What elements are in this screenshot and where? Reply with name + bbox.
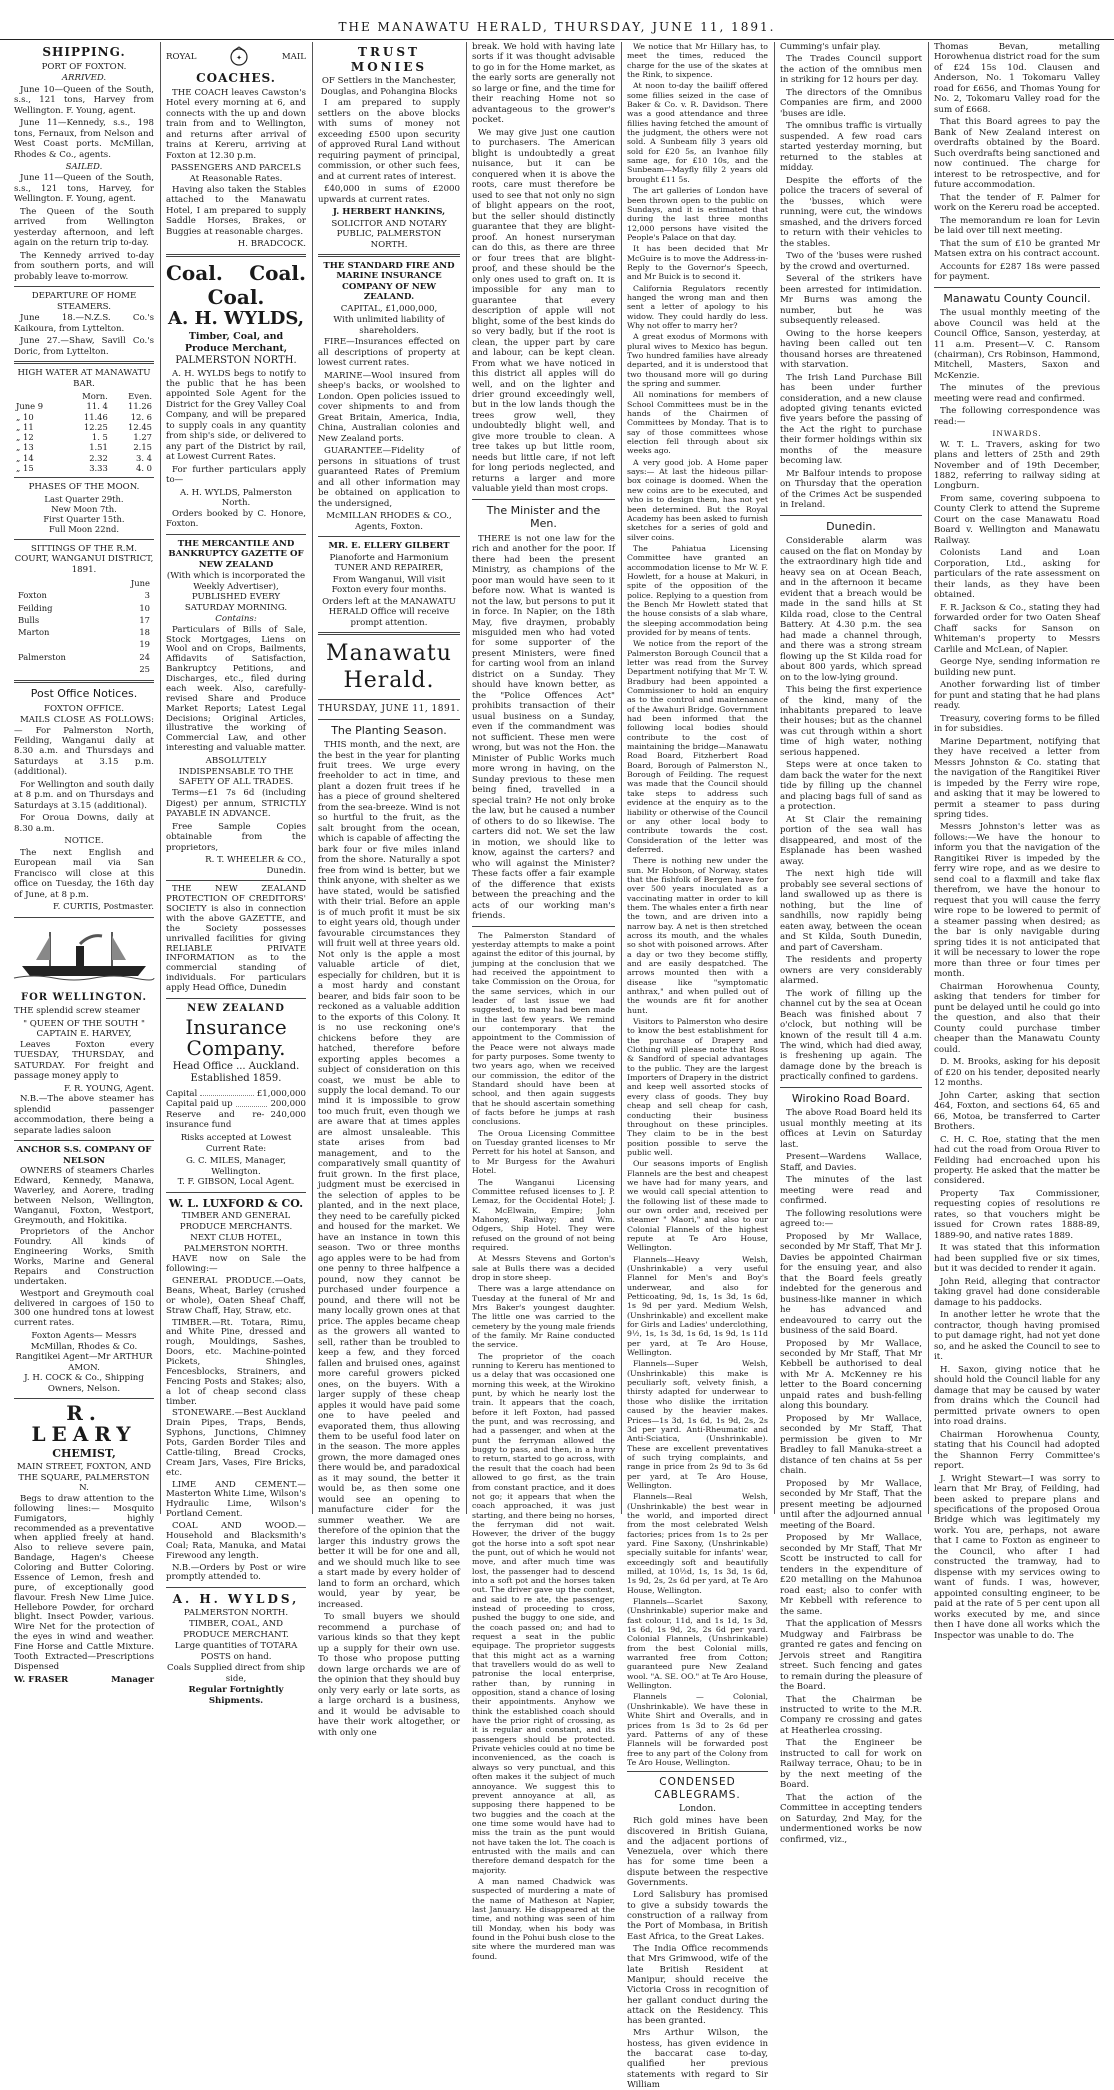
tide-heading: HIGH WATER AT MANAWATU BAR. <box>17 368 151 389</box>
wylds-signature: A. H. WYLDS, Palmerston North. <box>180 487 292 509</box>
article-paragraph: At St Clair the remaining portion of the sea wall has disappeared, and most of the Esplanade has been washed away. <box>780 814 922 867</box>
news-paragraph: The Oroua Licensing Committee on Tuesday granted licenses to Mr Perrett for his hotel at Sanson, and to Mr Burgess for the Awahuri Hotel. <box>472 1128 615 1176</box>
notice-text: The next English and European mail via San Francisco will close at this office on Tuesday, the 16th day of June, at 8 p.m. <box>14 847 154 900</box>
cable-paragraph: Mrs Arthur Wilson, the hostess, has given evidence in the baccarat case to-day, qualified her previous statements with regard to Sir William <box>627 2028 768 2090</box>
coaches-heading: COACHES. <box>196 71 276 85</box>
news-paragraph: Visitors to Palmerston who desire to know the best establishment for the purchase of Drapery and Clothing will please note that Ross & Sandford of special advantages to the public. They are the largest Importers of Drapery in the district and keep well assorted stocks of every class of goods. They buy cheap and sell cheap for cash, conducting their business throughout on these principles. They claim to be in the best position possible to serve the public well. <box>627 1017 768 1157</box>
shipping-entry: June 11—Kennedy, s.s., 198 tons, Fernaux, from Nelson and West Coast ports. McMillan, Rhodes & Co., agents. <box>14 118 154 160</box>
news-paragraph: There was a large attendance on Tuesday at the funeral of Mr and Mrs Baker's youngest daughter. The little one was carried to the cemetery by the young male friends of the family. Mr Raine conducted the service. <box>472 1284 615 1350</box>
leary-footer-name: W. FRASER <box>14 1674 69 1685</box>
article-paragraph: In another letter he wrote that the contractor, though having promised to put damage right, had not yet done so, and he asked the Council to see to it. <box>934 1310 1100 1363</box>
sittings-heading: SITTINGS OF THE R.M. COURT, WANGANUI DISTRICT, 1891. <box>14 543 154 575</box>
sailed-heading: SAILED. <box>65 161 103 172</box>
divider <box>14 917 154 918</box>
coal-headline <box>166 261 306 285</box>
gazette-terms: Terms—£1 7s 6d (including Digest) per annum, STRICTLY PAYABLE IN ADVANCE. <box>166 788 306 820</box>
luxford-text: HAVE now on Sale the following:— <box>166 1254 306 1275</box>
hankins-sub: SOLICITOR AND NOTARY PUBLIC, PALMERSTON NORTH. <box>331 218 447 250</box>
divider <box>14 1398 154 1399</box>
divider <box>14 477 154 478</box>
luxford-heading: W. L. LUXFORD & CO. <box>168 1196 304 1210</box>
divider <box>166 1192 306 1193</box>
news-paragraph: Our seasons imports of English Flannels are the best and cheapest we have had for many years, and we would call special attention to the following list of these made to our own order and, received per steamer " Maori," and also to our Colonial Flannels of the highest repute at Te Aro House, Wellington. <box>627 1159 768 1253</box>
dateline: THURSDAY, JUNE 11, 1891. <box>318 703 460 714</box>
article-paragraph: It was stated that this information had been supplied five or six times, but it was decided to render it again. <box>934 1243 1100 1275</box>
sittings-row: 19 <box>139 639 150 650</box>
shipping-title: SHIPPING. <box>42 45 126 59</box>
article-paragraph: From same, covering subpoena to County Clerk to attend the Supreme Court on the case Manawatu Road Board v. Wellington and Manawatu Railway. <box>934 493 1100 546</box>
column-4 <box>472 42 615 1961</box>
article-paragraph: Proposed by Mr Wallace, seconded by Mr Staff, That Mr Kebbell be authorised to deal with Mr A. McKenney re his letter to the Board concerning unpaid rates and bush-felling along this boundary. <box>780 1338 922 1412</box>
standard-text: MARINE—Wool insured from sheep's backs, or woolshed to London. Open policies issued to cover shipments to and from Great Britain, America, India, China, Australian colonies and New Zealand ports. <box>318 370 460 444</box>
divider <box>166 534 306 535</box>
news-paragraph: The Palmerston Standard of yesterday attempts to make a point against the editor of this journal, by jumping at the conclusion that we had received the appointment to take Commission on the Oroua, for the same services, which in our leader of last issue we had suggested, to many had been made in the last few years. We remind our contemporary that the appointment to the Commission of the Peace were not always made for party purposes. Some twenty to two years ago, when we received our commission, the editor of the Standard should have been at school, and then again suggests that he should ascertain something of facts before he jumps at rash conclusions. <box>472 930 615 1127</box>
leary-name: R. LEARY <box>31 1401 137 1447</box>
luxford-text: LIME AND CEMENT.—Masterton White Lime, Wilson's Hydraulic Lime, Wilson's Portland Cement. <box>166 1479 306 1520</box>
insurance-row: Capital £1,000,000 <box>166 1088 306 1099</box>
divider <box>14 361 154 364</box>
news-paragraph: Flannels — Colonial, (Unshrinkable). We have these in White Shirt and Overalls, and in prices from 1s 3d to 2s 6d per yard. Patterns of any of these Flannels will be forwarded post free to any part of the Colony from Te Aro House, Wellington. <box>627 1692 768 1767</box>
luxford-text: TIMBER.—Rt. Totara, Rimu, and White Pine, dressed and rough, Mouldings, Sashes, Doors, etc. Machine-pointed Pickets, Shingles, Fencesblocks, Strainers, and Fencing Posts and Stakes; also, a lot of cheap second class timber. <box>166 1317 306 1407</box>
news-paragraph: The Wanganui Licensing Committee refused licenses to J. P. Lemaz, for the Occidental Hotel; J. K. McElwain, Empire; John Mahoney, Railway; and Wm. Odgers, Ship Hotel. They were refused on the ground of not being required. <box>472 1177 615 1252</box>
article-paragraph: The next high tide will probably see several sections of land swallowed up as there is nothing, but the line of sandhills, now rapidly being eaten away, between the ocean and St Kilda, South Dunedin, and part of Caversham. <box>780 869 922 953</box>
mail-label: MAIL <box>281 51 306 62</box>
column-6 <box>780 42 923 1845</box>
wylds-text: A. H. WYLDS begs to notify to the public that he has been appointed Sole Agent for the District for the Grey Valley Coal Company, and will be prepared to supply coals in any quantity from ship's side, or delivered to any part of the District by rail, at Lowest Current Rates. <box>166 368 306 463</box>
column-rule <box>928 42 929 1514</box>
news-paragraph: The proprietor of the coach running to Kereru has mentioned to us a delay that was occasioned one morning this week, at the Wirokino punt, by which he nearly lost the train. It appears that the coach, before it left Foxton, had passed the punt, and was recrossing, and had a passenger, and when at the punt the ferryman allowed the buggy to pass, and then, in a hurry to return, started to go across, with the result that the coach had been allowed to go first, as the train from constant practice, and it does not go; it appears that when the coach approached, it was just starting, and there being no horses, the ferryman did not wait. However, the driver of the buggy got the horse into a soft spot near the punt, out of which he would not move, and after much time was lost, the passenger had to descend into a soft pot and the horses taken out. The driver gave up the contest, and said to re ate, the passenger, instead of proceeding to cross, pushed the buggy to one side, and the coach passed on; and had to request a seat in the public equipage. The proprietor suggests that this might act as a warning that travellers would do as well to patronise the local enterprise, rather than, by running in opposition, stand a chance of losing their appointments. Anyhow we think the established coach should have the prior right of crossing, as it is regular and constant, and its passengers should be protected. Private vehicles could at no time be inconvenienced, as the coach is always so very punctual, and this often makes it the subject of much annoyance. We suggest this to prevent annoyance at all, as supposing there happened to be two buggies and the coach at the one time some would have had to miss the train as the punt would not have taken the lot. The coach is entrusted with the mails and can therefore demand despatch for the majority. <box>472 1351 615 1875</box>
news-paragraph: The art galleries of London have been thrown open to the public on Sundays, and it is estimated that during the last three months 12,000 persons have visited the People's Palace on that day. <box>627 186 768 242</box>
wellington-captain: CAPTAIN E. HARVEY, <box>36 1029 132 1040</box>
wellington-text: Leaves Foxton every TUESDAY, THURSDAY, and SATURDAY. For freight and passage money apply to <box>14 1039 154 1082</box>
article-paragraph: J. Wright Stewart—I was sorry to learn that Mr Bray, of Feilding, had been asked to prepare plans and specifications of the proposed Oroua Bridge which was legitimately my work. You are, perhaps, not aware that I came to Foxton as engineer to the Council, who after I had constructed the tramway, had to dispense with my services owing to want of funds. I was, however, appointed consulting engineer, to be paid at the rate of 5 per cent upon all works executed by me, and since then I have done all works which the Inspector was unable to do. The <box>934 1473 1100 1641</box>
insurance-office: Head Office ... Auckland. Established 1859. <box>172 1061 300 1085</box>
gilbert-heading: MR. E. ELLERY GILBERT <box>328 541 450 552</box>
departure-heading: DEPARTURE OF HOME STEAMERS. <box>31 291 137 312</box>
wylds-town-2: PALMERSTON NORTH. <box>183 1607 289 1618</box>
divider <box>780 1087 922 1088</box>
news-paragraph: Flannels—Scarlet Saxony, (Unshrinkable) superior make and fast colour, 11d, and 1s 1d, 1s 3d, 1s 6d, 1s 9d, 2s, 2s 6d per yard. Colonial Flannels, (Unshrinkable) from the best Colonial mills, warranted free from Cotton; guaranteed pure New Zealand wool. "A. SE. OO." at Te Aro House, Wellington. <box>627 1597 768 1691</box>
article-paragraph: Present—Wardens Wallace, Staff, and Davies. <box>780 1152 922 1173</box>
news-paragraph: Flannels—Real Welsh, (Unshrinkable) the best wear in the world, and imported direct from the most celebrated Welsh factories; prices from 1s to 2s per yard. Fine Saxony, (Unshrinkable) specially suitable for infants' wear, exceedingly soft and beautifully milled, at 10½d, 1s, 1s 3d, 1s 6d, 1s 9d, 2s, 2s 6d per yard, at Te Aro House, Wellington. <box>627 1492 768 1595</box>
divider <box>780 515 922 516</box>
standard-heading: THE STANDARD FIRE AND MARINE INSURANCE COMPANY OF NEW ZEALAND. <box>323 261 455 303</box>
cable-paragraph: The omnibus traffic is virtually suspended. A few road cars started yesterday morning, but returned to the stables at midday. <box>780 121 922 174</box>
divider <box>318 699 460 700</box>
standard-sub: With unlimited liability of shareholders. <box>333 315 445 336</box>
article-paragraph: Marine Department, notifying that they have received a letter from Messrs Johnston & Co. stating that the navigation of the Rangitikei River is impeded by the Ferry wire rope, and asking that it may be lowered to permit a steamer to pass during spring tides. <box>934 736 1100 820</box>
sittings-row: Feilding 10 <box>18 602 150 613</box>
article-paragraph: Colonists Land and Loan Corporation, Ltd., asking for particulars of the rate assessment on their lands, as they have been obtained. <box>934 548 1100 601</box>
tide-row: June 9 11. 4 11.26 <box>16 401 152 412</box>
anchor-agents: Foxton Agents— Messrs McMillan, Rhodes & Co. <box>30 1331 138 1352</box>
divider <box>14 680 154 683</box>
moon-phase: First Quarter 15th. <box>43 514 125 525</box>
luxford-address: NEXT CLUB HOTEL, PALMERSTON NORTH. <box>183 1233 289 1254</box>
divider <box>14 539 154 540</box>
article-paragraph: break. We hold with having late sorts if it was thought advisable to go in for the Home market, as the early sorts are generally not so large or fine, and the time for their reaching Home not so advantageous to the grower's pocket. <box>472 42 615 126</box>
news-paragraph: Flannels—Heavy Welsh, (Unshrinkable) a very useful Flannel for Men's and Boy's underwear, and also for Petticoating, 9d, 1s, 1s 3d, 1s 6d, 1s 9d per yard. Medium Welsh, (Unshrinkable) and excellent make for Girls and Ladies' underclothing, 9½, 1s, 1s 3d, 1s 6d, 1s 9d, 1s 11d per yard, at Te Aro House, Wellington. <box>627 1254 768 1358</box>
news-paragraph: At noon to-day the bailiff offered some fillies seized in the case of Baker & Co. v. R. Davidson. There was a good attendance and three fillies having fetched the amount of the judgment, the others were not sold. A Sunbeam filly 3 years old sold for £20 5s, an Ivanhoe filly same age, for £10 10s, and the Sunbeam—Mayfly filly 2 years old brought £11 5s. <box>627 81 768 184</box>
hankins-name: J. HERBERT HANKINS, <box>332 207 446 218</box>
article-paragraph: Accounts for £287 18s were passed for payment. <box>934 261 1100 283</box>
gazette-contains: Contains: <box>215 614 257 625</box>
column-rule <box>774 42 775 1514</box>
news-paragraph: It has been decided that Mr McGuire is to move the Address-in-Reply to the Governor's Speech, and Mr Buick is to second it. <box>627 244 768 282</box>
article-paragraph: Proposed by Mr Wallace, seconded by Mr Staff, That Mr J. Davies be appointed Chairman for the ensuing year, and also that the Board feels greatly indebted for the generous and business-like manner in which he has advanced and endeavoured to carry out the business of the said Board. <box>780 1231 923 1337</box>
gazette-text: ABSOLUTELY INDISPENSABLE TO THE SAFETY OF ALL TRADES. <box>178 756 294 787</box>
divider <box>14 1140 154 1141</box>
luxford-sub: TIMBER AND GENERAL PRODUCE MERCHANTS. <box>179 1211 293 1232</box>
news-paragraph: A great exodus of Mormons with plural wives to Mexico has begun. Two hundred families have already departed, and it is understood that two thousand more will go during the spring and summer. <box>627 332 768 389</box>
post-office-heading: Post Office Notices. <box>30 687 138 701</box>
trust-sub: OF Settlers in the Manchester, Douglas, and Pohangina Blocks <box>320 76 458 97</box>
shipping-note: The Queen of the South arrived from Wellington yesterday afternoon, and left again on the return trip to-day. <box>14 206 154 249</box>
news-paragraph: At Messrs Stevens and Gorton's sale at Bulls there was a decided drop in store sheep. <box>472 1254 615 1282</box>
luxford-text: STONEWARE.—Best Auckland Drain Pipes, Traps, Bends, Syphons, Junctions, Chimney Pots, Garden Border Tiles and Cattle-tiling, Bread Crocks, Cream Jars, Vases, Fire Bricks, etc. <box>166 1408 306 1478</box>
insurance-heading: NEW ZEALAND <box>187 1002 285 1014</box>
cable-paragraph: Owing to the horse keepers having been called out ten thousand horses are threatened with starvation. <box>780 328 922 371</box>
anchor-text: Proprietors of the Anchor Foundry. All kinds of Engineering Works, Smith Works, Marine and General Repairs and Construction undertaken. <box>14 1227 154 1287</box>
insurance-signature: G. C. MILES, Manager, Wellington. <box>185 1156 287 1177</box>
departure-entry: June 27.—Shaw, Savill Co.'s Doric, from Lyttelton. <box>14 336 154 357</box>
column-7 <box>934 42 1100 1641</box>
article-paragraph: John Reid, alleging that contractor taking gravel had done considerable damage to his paddocks. <box>934 1276 1100 1308</box>
county-heading: Manawatu County Council. <box>943 291 1091 305</box>
gilbert-text: Orders left at the MANAWATU HERALD Office will receive prompt attention. <box>322 596 456 628</box>
gilbert-text: From Wanganui, Will visit Foxton every four months. <box>331 574 447 596</box>
article-paragraph: To small buyers we should recommend a purchase of various kinds so that they kept up a supply for their own use. To those who propose putting down large orchards we are of the opinion that they should buy only very early or late sorts, as a large orchard is a business, and it would be advisable to have their work altogether, or with only one <box>318 1612 460 1738</box>
planting-heading: The Planting Season. <box>331 723 447 737</box>
divider <box>934 287 1100 288</box>
article-paragraph: We may give just one caution to purchasers. The American blight is undoubtedly a great nuisance, but it can be conquered when it is above the roots, care must therefore be used to see that not only no sign of blight appears on the root, but the seller should distinctly guarantee that they are blight-proof. An honest nurseryman can do this, as there are three or four trees that are blight-proof, and these should be the only ones used to graft on. It is impossible for any man to guarantee that every description of apple will not blight, some of the best kinds do so very badly, but if the root is clean, the upper part by care and labour, can be kept clean. From what we have noticed in this district all apples will do well, and on the lighter and drier ground exceedingly well, but in the low lands though the trees grow well, they undoubtedly blight well, and give more trouble to clean. A tree takes up but little room, needs but little care, if not left for long periods neglected, and returns a larger and more valuable yield than most crops. <box>472 127 615 495</box>
coal-word: Coal. <box>166 260 223 285</box>
trust-heading: TRUST MONIES <box>350 45 428 74</box>
wylds-text-2: Coals Supplied direct from ship side, <box>167 1663 305 1684</box>
luxford-text: N.B.—Orders by Post or wire promptly attended to. <box>166 1562 306 1583</box>
post-notice: For Oroua Downs, daily at 8.30 a.m. <box>14 813 154 834</box>
departure-entry: June 18.—N.Z.S. Co.'s Kaikoura, from Lyttelton. <box>14 313 154 334</box>
post-notice: MAILS CLOSE AS FOLLOWS:— For Palmerston North, Feilding, Wanganui daily at 8.30 a.m. and Thursdays and Saturdays at 3.15 p.m. (additional). <box>14 715 154 778</box>
cable-paragraph: The Irish Land Purchase Bill has been under further consideration, and a new clause adopted giving tenants evicted five years before the passing of the Act the right to purchase their former holdings within six months of the measure becoming law. <box>780 372 922 467</box>
sittings-row: 25 <box>139 663 150 674</box>
gilbert-text: Pianoforte and Harmonium TUNER AND REPAIRER, <box>329 552 449 574</box>
anchor-agent: Rangitikei Agent—Mr ARTHUR AMON. <box>15 1352 153 1373</box>
coal-word: Coal. <box>207 285 265 310</box>
wellington-agent: F. R. YOUNG, Agent. <box>63 1083 154 1094</box>
article-paragraph: That the Engineer be instructed to call for work on Railway terrace, Ohau; to be in by the next meeting of the Board. <box>780 1738 922 1791</box>
insurance-signature: T. F. GIBSON, Local Agent. <box>177 1177 295 1188</box>
wellington-text: THE splendid screw steamer <box>14 1006 140 1017</box>
wylds-trade-2: TIMBER, COAL, AND PRODUCE MERCHANT. <box>183 1619 289 1640</box>
article-paragraph: Property Tax Commissioner, requesting copies of resolutions re rates, so that vouchers might be issued for Crown rates 1888-89, 1889-90, and native rates 1889. <box>934 1188 1100 1241</box>
article-paragraph: The above Road Board held its usual monthly meeting at its offices at Levin on Saturday last. <box>780 1108 922 1150</box>
news-paragraph: The Pahiatua Licensing Committee have granted an accommodation license to Mr W. F. Howlett, for a house at Makuri, in spite of the opposition of the police. Replying to a question from the Bench Mr Howlett stated that the house consists of a slab whare, the sleeping accommodation being provided for by means of tents. <box>627 543 768 637</box>
parcels-line: PASSENGERS AND PARCELS At Reasonable Rates. <box>170 163 302 184</box>
coach-signature: H. BRADCOCK. <box>237 239 306 250</box>
anchor-signature: J. H. COCK & Co., Shipping Owners, Nelson. <box>24 1373 144 1394</box>
divider <box>166 880 306 881</box>
cablegrams-heading: CONDENSED CABLEGRAMS. <box>654 1776 741 1801</box>
news-paragraph: We notice from the report of the Palmerston Borough Council that a letter was read from the Survey Department notifying that Mr T. W. Bradbury had been appointed a Commissioner to hold an enquiry as to the control and maintenance of the Awahuri Bridge. Government had been informed that the following local bodies should contribute to the cost of maintaining the bridge—Manawatu Road Board, Fitzherbert Road Board, Borough of Palmerston N., Borough of Feilding. The request was made that the Council should take steps to address such evidence at the enquiry as to the liability or otherwise of the Council or any other local body to contribute towards the cost. Consideration of the letter was deferred. <box>627 639 769 854</box>
tide-row: „ 11 12.25 12.45 <box>16 421 152 432</box>
royal-label: ROYAL <box>166 51 197 62</box>
article-paragraph: The memorandum re loan for Levin be laid over till next meeting. <box>934 215 1100 237</box>
gazette-text: Free Sample Copies obtainable from the proprietors, <box>166 821 306 853</box>
article-paragraph: Proposed by Mr Wallace, seconded by Mr Staff, That permission be given to Mr Bradley to fall Manuka-street a distance of ten chains at 5s per chain. <box>780 1413 922 1477</box>
insurance-row: Reserve and re-insurance fund 240,000 <box>166 1109 306 1130</box>
article-paragraph: Considerable alarm was caused on the flat on Monday by the extraordinary high tide and heavy sea on at Ocean Beach, and in the afternoon it became evident that a breach would be made in the sand hills at St Kilda road, close to the Central Battery. At 4.30 p.m. the sea had made a channel through, and there was a strong stream flowing up the St Kilda road for about 800 yards, which spread on to the low-lying ground. <box>780 536 923 683</box>
anchor-heading: ANCHOR S.S. COMPANY OF NELSON <box>16 1145 152 1166</box>
news-paragraph: All nominations for members of School Committees must be in the hands of the Chairmen of Committees by Monday. That is to say of those committees whose election fell through about six weeks ago. <box>627 390 768 456</box>
divider <box>166 998 306 999</box>
insurance-row: Capital paid up 200,000 <box>166 1099 306 1110</box>
cable-paragraph: Despite the efforts of the police the tracers of several of the 'busses, which were running, were cut, the windows smashed, and the drivers forced to return with their vehicles to the stables. <box>780 175 922 249</box>
notice-signature: F. CURTIS, Postmaster. <box>53 902 154 913</box>
article-paragraph: The usual monthly meeting of the above Council was held at the Council Office, Sanson, yesterday, at 11 a.m. Present—V. C. Ransom (chairman), Crs Robinson, Hammond, Mitchell, Masters, Saxon and McKenzie. <box>934 308 1100 381</box>
divider <box>472 499 615 500</box>
wylds-footer-2: Regular Fortnightly Shipments. <box>188 1685 284 1706</box>
trust-text: I am prepared to supply settlers on the above blocks with sums of money not exceeding £500 upon security of approved Rural Land without requiring payment of principal, commission, or other such fees, and at current rates of interest. <box>318 98 460 182</box>
article-paragraph: The minutes of the last meeting were read and confirmed. <box>780 1175 922 1207</box>
tide-table-header: Morn. Even. <box>82 391 152 402</box>
wellington-heading: FOR WELLINGTON. <box>20 992 147 1004</box>
divider <box>318 254 460 257</box>
tide-row: „ 15 3.33 4. 0 <box>16 462 152 473</box>
leary-address: THE SQUARE, PALMERSTON N. <box>18 1472 150 1494</box>
column-3 <box>318 42 460 1738</box>
article-paragraph: Thomas Bevan, metalling Horowhenua district road for the sum of £24 15s 10d. Clausen and Anderson, No. 1 Tokomaru Valley road for £656, and Thomas Young for No. 2, Tokomaru Valley road for the sum of £668. <box>934 42 1100 115</box>
coach-text: THE COACH leaves Cawston's Hotel every morning at 6, and connects with the up and down train from and to Wellington, and returns after arrival of trains at Kereru, arriving at Foxton at 12.30 p.m. <box>166 87 306 161</box>
arrived-heading: ARRIVED. <box>61 73 107 84</box>
divider <box>166 1587 306 1588</box>
article-paragraph: Steps were at once taken to dam back the water for the next tide by filling up the channel and placing bags full of sand as a protection. <box>780 760 922 813</box>
wylds-text: Orders booked by C. Honore, Foxton. <box>166 508 306 530</box>
anchor-text: Westport and Greymouth coal delivered in cargoes of 150 to 300 one hundred tons at lowest current rates. <box>14 1288 154 1329</box>
wylds-name-2: A. H. WYLDS, <box>172 1592 300 1607</box>
article-paragraph: Proposed by Mr Wallace, seconded by Mr Staff, That the present meeting be adjourned until after the adjourned annual meeting of the Board. <box>780 1478 922 1531</box>
leary-title: CHEMIST, <box>52 1447 116 1461</box>
cable-paragraph: Several of the strikers have been arrested for intimidation. Mr Burns was among the number, but he was subsequently released. <box>780 274 922 327</box>
wylds-town: PALMERSTON NORTH. <box>175 355 297 367</box>
article-paragraph: Chairman Horowhenua County, asking that tenders for timber for punt be delayed until he could go into the question, and also that their County could purchase timber cheaper than the Manawatu County could. <box>934 981 1100 1055</box>
sittings-row: Bulls 17 <box>18 614 150 625</box>
insurance-text: Risks accepted at Lowest Current Rate: <box>180 1133 292 1154</box>
protection-text: THE NEW ZEALAND PROTECTION OF CREDITORS' SOCIETY is also in connection with the above GAZETTE, and the Society possesses unrivalled facilities for giving RELIABLE PRIVATE INFORMATION as to the commercial standing of individuals. For particulars apply Head Office, Dunedin <box>166 884 306 994</box>
column-rule <box>312 42 313 1514</box>
standard-text: FIRE—Insurances effected on all descriptions of property at lowest current rates. <box>318 337 460 369</box>
divider <box>318 719 460 720</box>
divider <box>318 632 460 635</box>
article-paragraph: D. M. Brooks, asking for his deposit of £20 on his tender, deposited nearly 12 months. <box>934 1057 1100 1089</box>
cable-paragraph: Rich gold mines have been discovered in British Guiana, and the adjacent portions of Venezuela, over which there has for some time been a dispute between the respective Governments. <box>627 1816 768 1889</box>
wirokino-heading: Wirokino Road Board. <box>791 1091 911 1105</box>
column-rule <box>160 42 161 1514</box>
wellington-ship: " QUEEN OF THE SOUTH " <box>23 1018 145 1029</box>
cable-paragraph: Mr Balfour intends to propose on Thursday that the operation of the Crimes Act be suspended in Ireland. <box>780 468 922 511</box>
divider <box>472 926 615 927</box>
cablegrams-dateline: London. <box>678 1804 717 1815</box>
newspaper-nameplate: Manawatu Herald. <box>326 640 452 693</box>
coal-word: Coal. <box>249 260 306 285</box>
divider <box>318 536 460 537</box>
column-1 <box>14 42 154 1685</box>
column-5 <box>627 42 769 2090</box>
article-paragraph: Chairman Horowhenua County, stating that his Council had adopted the Shannon Ferry Committee's report. <box>934 1429 1100 1472</box>
article-paragraph: Proposed by Mr Wallace, seconded by Mr Staff, That Mr Scott be instructed to call for tenders in the expenditure of £20 metalling on the Mahunoa road east; also to confer with Mr Kebbell with reference to the same. <box>780 1533 922 1617</box>
tide-row: „ 14 2.32 3. 4 <box>16 452 152 463</box>
article-paragraph: W. T. L. Travers, asking for two plans and letters of 25th and 29th November and of 19th December, 1882, referring to railway siding at Longburn. <box>934 439 1100 492</box>
shipping-entry: June 11—Queen of the South, s.s., 121 tons, Harvey, for Wellington. F. Young, agent. <box>14 173 154 205</box>
article-paragraph: The following resolutions were agreed to:— <box>780 1208 922 1230</box>
divider <box>166 254 306 257</box>
leary-text: Begs to draw attention to the following lines:— Mosquito Fumigators, highly recommended as a preventative when applied freely at hand. Also to relieve severe pain, Bandage, Hagen's Cheese Coloring and Butter Coloring. Essence of Lemon, fresh and pure, of exceptionally good flavour. Fresh New Lime Juice. Hellebore Powder, for orchard blight. Insect Powder, various. Wire Net for the protection of the eyes in wind and weather. Fine Horse and Cattle Mixture. Tooth Extracted—Prescriptions Dispensed <box>14 1493 154 1672</box>
notice-heading: NOTICE. <box>64 836 104 847</box>
standard-text: GUARANTEE—Fidelity of persons in situations of trust guaranteed Rates of Premium and all other information may be obtained on application to the undersigned, <box>318 446 460 509</box>
steamship-illustration <box>14 926 154 982</box>
moon-phase: Full Moon 22nd. <box>48 524 119 535</box>
article-paragraph: George Nye, sending information re building new punt. <box>934 657 1100 678</box>
insurance-name: Insurance Company. <box>185 1015 287 1061</box>
insurance-figures <box>166 1089 306 1131</box>
column-rule <box>466 42 467 1514</box>
post-office-sub: FOXTON OFFICE. <box>44 703 124 714</box>
article-paragraph: F. R. Jackson & Co., stating they had forwarded order for two Oaten Sheaf Chaff sacks for Sanson on Whiteman's property to Messrs Carlile and McLean, of Napier. <box>934 602 1100 655</box>
inwards-heading: INWARDS. <box>992 429 1042 439</box>
article-paragraph: Messrs Johnston's letter was as follows:—We have the honour to inform you that the navigation of the Rangitikei River is impeded by the ferry wire rope, and as we desire to send coal to a flaxmill and take flax therefrom, we have the honour to request that you will cause the ferry wire rope to be lowered to permit of a steamer passing when desired; as the bar is only navigable during spring tides it is not anticipated that it will be necessary to lower the rope more than three or four times per month. <box>934 822 1100 980</box>
article-paragraph: Treasury, covering forms to be filled in for subsidies. <box>934 713 1100 735</box>
article-paragraph: John Carter, asking that section 464, Foxton, and sections 64, 65 and 66, Motoa, be transferred to Carter Brothers. <box>934 1090 1100 1133</box>
leary-footer-role: Manager <box>111 1674 154 1685</box>
moon-list <box>14 494 154 535</box>
royal-mail-header <box>166 46 306 68</box>
tide-row: „ 12 1. 5 1.27 <box>16 432 152 443</box>
running-title: THE MANAWATU HERALD, THURSDAY, JUNE 11, 1891. <box>338 20 776 34</box>
article-paragraph: That the Chairman be instructed to write to the M.R. Company re crossing and gates at Heatherlea crossing. <box>780 1694 922 1736</box>
sittings-row: Foxton 3 <box>18 590 150 601</box>
standard-capital: CAPITAL, £1,000,000, <box>340 303 438 314</box>
cable-paragraph: The directors of the Omnibus Companies are firm, and 2000 'buses are idle. <box>780 87 922 119</box>
svg-text:✦: ✦ <box>236 54 243 62</box>
gazette-text: Particulars of Bills of Sale, Stock Mortgages, Liens on Wool and on Crops, Bailments, Affidavits of Satisfaction, Bankruptcy Petitions, and Discharges, etc., filed during each week. Also, carefully-revised Share and Produce Market Reports; Latest Legal Decisions; Original Articles, illustrative the working of Commercial Law, and other interesting and valuable matter. <box>166 624 306 754</box>
article-paragraph: THERE is not one law for the rich and another for the poor. If there had been the present Ministry, as champions of the poor man would have seen to it before now. What is wanted is not the law, but persons to put it in force. In Napier, on the 18th May, five draymen, probably misguided men who had voted for some supporter of the present Ministers, were fined for carting wool from an inland district on a Sunday. They should have known better, as the "Police Offences Act" prohibits transaction of their usual business on a Sunday, even if the commandment was not sufficient. These men were wrong, but was not the Hon. the Minister of Public Works much more wrong in having, on the Sunday previous to these men being fined, travelled in a special train? He not only broke the law, but he caused a number of others to do so likewise. The carters did not. We set the law in motion, we should like to know, against the carters? and who will against the Minister? These facts offer a fair example of the difference that exists between the preaching and the acts of our working man's friends. <box>472 533 615 922</box>
article-paragraph: That the action of the Committee in accepting tenders on Saturday, 2nd May, for the undermentioned works be now confirmed, viz., <box>780 1792 922 1845</box>
masthead <box>0 6 1114 40</box>
column-rule <box>621 42 622 1514</box>
wylds-name: A. H. WYLDS, <box>168 308 304 330</box>
wylds-text-2: Large quantities of TOTARA POSTS on hand. <box>174 1641 298 1662</box>
news-paragraph: There is nothing new under the sun. Mr Hobson, of Norway, states that the fishfolk of Bergen have for over 500 years inoculated as a vaccinating matter in order to kill them. The whales enter a firth near the town, and are driven into a narrow bay. A net is then stretched across its mouth, and the whales so shot with poisoned arrows. After a day or two they become stiffly, and are easily despatched. The arrows mounted then with a disease like "symptomatic anthrax," and when pulled out of the wounds are fit for another hunt. <box>627 856 768 1015</box>
news-paragraph: A man named Chadwick was suspected of murdering a mate of the name of Matheson at Napier, last January. He disappeared at the time, and nothing was seen of him till Monday, when his body was found in the Pohui bush close to the site where the murdered man was found. <box>472 1876 615 1961</box>
wellington-text: N.B.—The above steamer has splendid passenger accommodation, there being a separate ladies saloon <box>14 1094 154 1136</box>
standard-signature: McMILLAN RHODES & CO., Agents, Foxton. <box>326 511 452 532</box>
article-paragraph: That this Board agrees to pay the Bank of New Zealand interest on overdrafts obtained by the Board. Such overdrafts being sanctioned and now continued. The charge for interest to be retrospective, and for future accommodation. <box>934 117 1100 191</box>
crest-icon <box>224 46 254 68</box>
port-heading: PORT OF FOXTON. <box>41 61 127 72</box>
article-paragraph: That the application of Messrs Mudgway and Fairbrass be granted re gates and fencing on Jervois street and Rangitira street. Such fencing and gates to remain during the pleasure of the Board. <box>780 1619 922 1693</box>
divider <box>14 286 154 287</box>
news-paragraph: Flannels—Super Welsh, (Unshrinkable) this make is peculiarly soft, velvety finish, a thirsty adapted for underwear to those who dislike the irritation caused by the heavier makes. Prices—1s 3d, 1s 6d, 1s 9d, 2s, 2s 3d per yard. Anti-Rheumatic and Anti-Sciatica, (Unshrinkable). These are excellent preventatives of such trying complaints, and range in price from 2s 9d to 3s 6d per yard, at Te Aro House, Wellington. <box>627 1359 768 1490</box>
anchor-text: OWNERS of steamers Charles Edward, Kennedy, Manawa, Waverley, and Aorere, trading between Nelson, Wellington, Wanganui, Foxton, Westport, Greymouth, and Hokitika. <box>14 1166 154 1226</box>
tide-table <box>14 391 154 473</box>
moon-phase: New Moon 7th. <box>51 503 117 514</box>
shipping-entry: June 10—Queen of the South, s.s., 121 tons, Harvey from Wellington. F. Young, agent. <box>14 84 154 116</box>
tide-row: „ 13 1.51 2.15 <box>16 442 152 453</box>
article-paragraph: THIS month, and the next, are the best in the year for planting fruit trees. We urge every freeholder to act in time, and plant a dozen fruit trees if he has a piece of ground sheltered from the sea-breeze. Wind is not so hurtful to the fruit, as the salt brought from the ocean, which is capable of affecting the bark four or five miles inland from the shore. Naturally a spot free from wind is better, but we think anyone, with shelter as we have stated, would be satisfied with their trial. Before an apple is of much profit it must be six to eight years old, though under favourable circumstances they will fruit well at three years old. Not only is the apple a most valuable article of diet, especially for children, but it is a most hardy and constant bearer, and bids fair soon to be reckoned as a valuable addition to the exports of this Colony. It is no use reckoning one's chickens before they are hatched, therefore before exporting apples becomes a subject of consideration on this coast, we must be able to supply the local demand. To our mind it is impossible to grow too much fruit, even though we are aware that at times apples are almost unsaleable. This state arises from bad management, and to the comparatively small quantity of fruit grown. In the first place, judgment must be exercised in the selection of apples to be planted, and in the next place, they need to be carefully picked and housed for the market. We have an instance in town this season. Two or three months ago apples were to be had from one penny to three halfpence a pound, now they cannot be purchased under fourpence a pound, and there will not be many locally grown ones at that price. The apples became cheap as the growers all wanted to sell, rather than be troubled to keep a few, and they forced fallen and bruised ones, against more careful growers picked ones, on the buyers. With a larger supply of these cheap apples it would have paid some one to have peeled and evaporated them, thus allowing them to be useful food later on in the season. The more apples grown, the more damaged ones there would be, and paradoxical as it may sound, the better it would be, as then some one would see an opening to manufacture cider for the summer weather. We are therefore of the opinion that the larger this industry grows the better it will be for one and all, and we should much like to see a start made by every holder of land to form an orchard, which would, year by year, be increased. <box>318 740 460 1610</box>
cable-paragraph: Cumming's unfair play. <box>780 42 881 52</box>
dunedin-heading: Dunedin. <box>826 519 876 533</box>
article-paragraph: That the sum of £10 be granted Mr Matsen extra on his contract account. <box>934 238 1100 260</box>
article-paragraph: H. Saxon, giving notice that he should hold the Council liable for any damage that may be caused by water from drains which the Council had permitted private owners to open into road drains. <box>934 1364 1100 1428</box>
gazette-sub: (With which is incorporated the Weekly Advertiser), PUBLISHED EVERY SATURDAY MORNING. <box>166 571 306 613</box>
leary-address: MAIN STREET, FOXTON, AND <box>16 1461 152 1472</box>
post-notice: For Wellington and south daily at 8 p.m. and on Thursdays and Saturdays at 3.15 (additional). <box>14 779 154 811</box>
moon-heading: PHASES OF THE MOON. <box>28 482 140 493</box>
local-news <box>472 931 615 1961</box>
news-paragraph: California Regulators recently hanged the wrong man and then sent a letter of apology to his widow. They could hardly do less. Why not offer to marry her? <box>627 283 768 330</box>
news-paragraph: We notice that Mr Hillary has, to meet the times, reduced the charge for the use of the skates at the Rink, to sixpence. <box>627 42 768 80</box>
leary-footer <box>14 1675 154 1685</box>
news-paragraph: A very good job. A Home paper says:— At last the hideous pillar-box coinage is doomed. When the new coins are to be executed, and who is to design them, has not yet been determined. But the Royal Academy has been asked to furnish sketches for a series of gold and silver coins. <box>627 457 768 542</box>
trust-text: £40,000 in sums of £2000 upwards at current rates. <box>318 184 460 205</box>
divider <box>627 1771 768 1772</box>
article-paragraph: Another forwarding list of timber for punt and stating that he had plans ready. <box>934 680 1100 712</box>
wylds-trade: Timber, Coal, and Produce Merchant, <box>184 331 288 354</box>
cable-paragraph: Lord Salisbury has promised to give a subsidy towards the construction of a railway from the Port of Mombasa, in British East Africa, to the Great Lakes. <box>627 1890 768 1942</box>
article-paragraph: C. H. C. Roe, stating that the men had cut the road from Oroua River to Feilding had encroached upon his property. He asked that the matter be considered. <box>934 1134 1100 1187</box>
coach-text: Having also taken the Stables attached to the Manawatu Hotel, I am prepared to supply Saddle Horses, Brakes, or Buggies at reasonable charges. <box>166 184 306 237</box>
tide-row: „ 10 11.46 12. 6 <box>16 411 152 422</box>
cable-paragraph: The India Office recommends that Mrs Grimwood, wife of the late British Resident at Manipur, should receive the Victoria Cross in recognition of her gallant conduct during the attack on the Residency. This has been granted. <box>627 1943 768 2027</box>
article-paragraph: The minutes of the previous meeting were read and confirmed. <box>934 383 1100 404</box>
article-paragraph: This being the first experience of the kind, many of the inhabitants prepared to leave their houses; but as the channel was cut through within a short time of high water, nothing serious happened. <box>780 685 922 758</box>
cable-paragraph: The Trades Council support the action of the omnibus men in striking for 12 hours per day. <box>780 54 922 86</box>
shipping-note: The Kennedy arrived to-day from southern ports, and will probably leave to-morrow. <box>14 250 154 282</box>
gazette-signature: R. T. WHEELER & CO., Dunedin. <box>205 855 306 876</box>
article-paragraph: The work of filling up the channel cut by the sea at Ocean Beach was finished about 7 o'clock, but nothing will be known of the result till 4 a.m. The wind, which had died away, is freshening up again. The damage done by the breach is practically confined to gardens. <box>780 988 922 1083</box>
luxford-text: GENERAL PRODUCE.—Oats, Beans, Wheat, Barley (crushed or whole), Oaten Sheaf Chaff, Straw Chaff, Hay, Straw, etc. <box>166 1276 306 1316</box>
sittings-row: Palmerston 24 <box>18 651 150 662</box>
minister-heading: The Minister and the Men. <box>486 503 601 531</box>
wylds-text: For further particulars apply to— <box>166 464 306 486</box>
article-paragraph: That the tender of F. Palmer for work on the Kereru road be accepted. <box>934 192 1100 214</box>
column-2 <box>166 42 306 1706</box>
luxford-text: COAL AND WOOD.—Household and Blacksmith's Coal; Rata, Manuka, and Matai Firewood any length. <box>166 1521 306 1561</box>
article-paragraph: The residents and property owners are very considerably alarmed. <box>780 955 922 987</box>
moon-phase: Last Quarter 29th. <box>44 493 124 504</box>
gazette-heading: THE MERCANTILE AND BANKRUPTCY GAZETTE OF NEW ZEALAND <box>168 538 304 570</box>
sittings-row: Marton 18 <box>18 627 150 638</box>
cable-paragraph: Two of the 'buses were rushed by the crowd and overturned. <box>780 251 922 272</box>
article-paragraph: The following correspondence was read:— <box>934 406 1100 427</box>
sittings-table: June Foxton 3 Feilding 10 Bulls 17 Marton 18 19 Palmerston 24 25 <box>18 578 150 674</box>
